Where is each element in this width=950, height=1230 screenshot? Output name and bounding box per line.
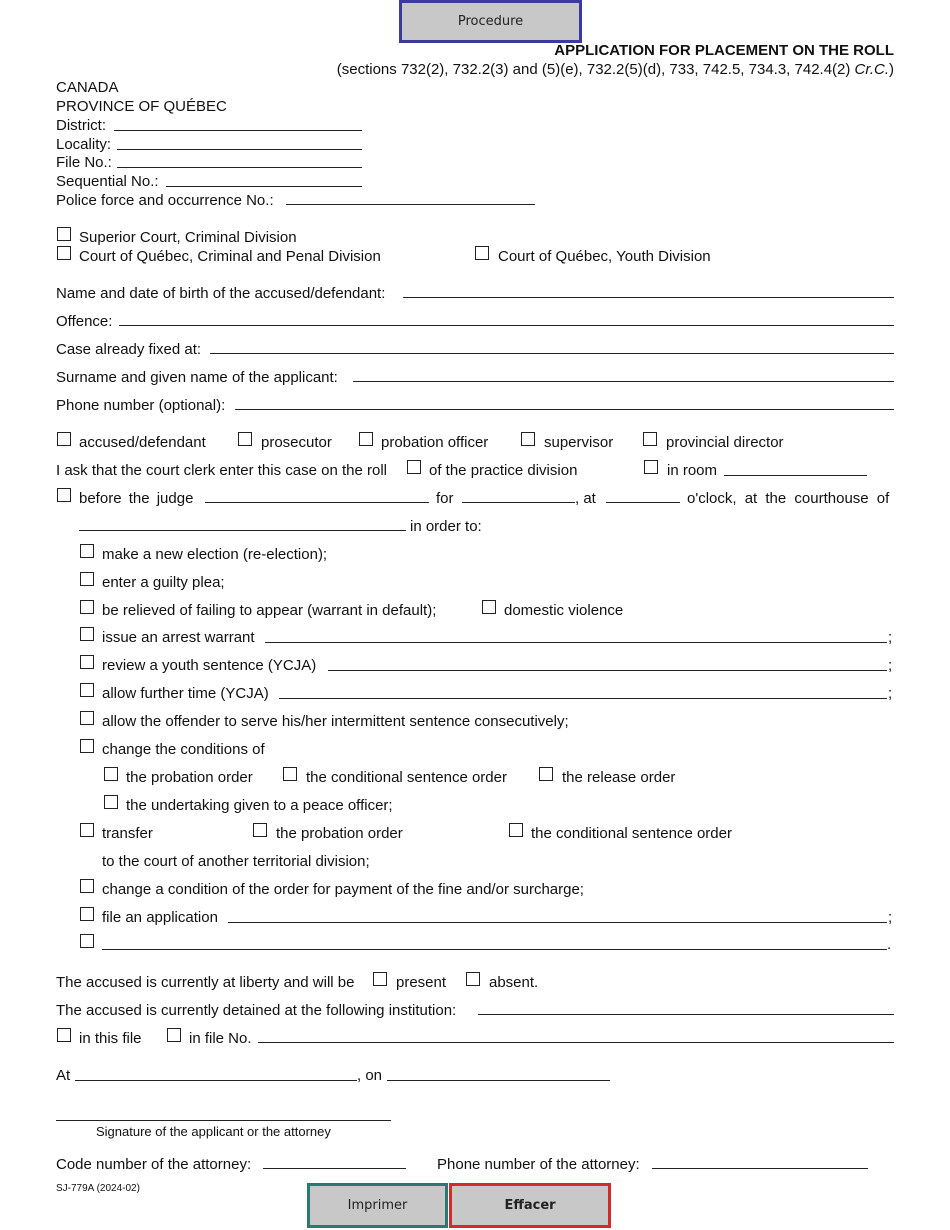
in-file-no-label: in file No. (189, 1030, 252, 1047)
offence-field[interactable] (119, 325, 894, 326)
conditional-order-label: the conditional sentence order (306, 769, 507, 786)
relieved-label: be relieved of failing to appear (warrant in default); (102, 602, 437, 619)
oclock-label: o'clock, at the courthouse of (687, 490, 890, 507)
offence-label: Offence: (56, 313, 113, 330)
domestic-checkbox[interactable] (482, 600, 496, 614)
at-label: , at (575, 490, 596, 507)
review-field[interactable] (328, 670, 887, 671)
election-checkbox[interactable] (80, 544, 94, 558)
review-semicolon: ; (888, 657, 893, 674)
district-field[interactable] (114, 130, 362, 131)
police-field[interactable] (286, 204, 535, 205)
arrest-semicolon: ; (888, 629, 893, 646)
place-field[interactable] (75, 1080, 357, 1081)
further-field[interactable] (279, 698, 887, 699)
file-application-label: file an application (102, 909, 218, 926)
accused-field[interactable] (403, 297, 894, 298)
applicant-label: Surname and given name of the applicant: (56, 369, 338, 386)
attorney-phone-field[interactable] (652, 1168, 868, 1169)
before-judge-label: before the judge (79, 490, 194, 507)
file-application-field[interactable] (228, 922, 887, 923)
police-label: Police force and occurrence No.: (56, 192, 274, 209)
file-application-checkbox[interactable] (80, 907, 94, 921)
in-room-label: in room (667, 462, 718, 479)
quebec-youth-label: Court of Québec, Youth Division (498, 248, 711, 265)
file-no-checkbox[interactable] (167, 1028, 181, 1042)
in-file-no-field[interactable] (258, 1042, 894, 1043)
time-field[interactable] (606, 502, 680, 503)
sections-close: ) (889, 61, 894, 78)
file-no-field[interactable] (117, 167, 362, 168)
quebec-criminal-label: Court of Québec, Criminal and Penal Division (79, 248, 381, 265)
this-file-checkbox[interactable] (57, 1028, 71, 1042)
absent-label: absent. (489, 974, 539, 991)
clear-button[interactable] (449, 1183, 611, 1228)
signature-field[interactable] (56, 1120, 391, 1121)
attorney-code-field[interactable] (263, 1168, 406, 1169)
review-label: review a youth sentence (YCJA) (102, 657, 317, 674)
at-place-label: At (56, 1067, 71, 1084)
district-label: District: (56, 117, 106, 134)
case-fixed-field[interactable] (210, 353, 894, 354)
role-probation-checkbox[interactable] (359, 432, 373, 446)
other-field[interactable] (102, 949, 887, 950)
release-order-label: the release order (562, 769, 676, 786)
undertaking-checkbox[interactable] (104, 795, 118, 809)
attorney-code-label: Code number of the attorney: (56, 1156, 252, 1173)
form-title: APPLICATION FOR PLACEMENT ON THE ROLL (554, 42, 894, 59)
signature-label: Signature of the applicant or the attorney (96, 1124, 331, 1139)
attorney-phone-label: Phone number of the attorney: (437, 1156, 640, 1173)
this-file-label: in this file (79, 1030, 142, 1047)
arrest-checkbox[interactable] (80, 627, 94, 641)
further-semicolon: ; (888, 685, 893, 702)
judge-field[interactable] (205, 502, 429, 503)
release-order-checkbox[interactable] (539, 767, 553, 781)
practice-division-checkbox[interactable] (407, 460, 421, 474)
relieved-checkbox[interactable] (80, 600, 94, 614)
sequential-no-label: Sequential No.: (56, 173, 159, 190)
date-field[interactable] (387, 1080, 610, 1081)
before-judge-checkbox[interactable] (57, 488, 71, 502)
arrest-field[interactable] (265, 642, 887, 643)
role-supervisor-label: supervisor (544, 434, 614, 451)
print-button[interactable] (307, 1183, 448, 1228)
institution-field[interactable] (478, 1014, 894, 1015)
review-checkbox[interactable] (80, 655, 94, 669)
probation-order-label: the probation order (126, 769, 253, 786)
undertaking-label: the undertaking given to a peace officer; (126, 797, 393, 814)
accused-label: Name and date of birth of the accused/defendant: (56, 285, 386, 302)
present-checkbox[interactable] (373, 972, 387, 986)
territorial-label: to the court of another territorial division; (102, 853, 370, 870)
transfer-checkbox[interactable] (80, 823, 94, 837)
intermittent-label: allow the offender to serve his/her intermittent sentence consecutively; (102, 713, 569, 730)
fine-label: change a condition of the order for payment of the fine and/or surcharge; (102, 881, 584, 898)
role-prosecutor-label: prosecutor (261, 434, 332, 451)
form-code: SJ-779A (2024-02) (56, 1183, 140, 1194)
case-fixed-label: Case already fixed at: (56, 341, 202, 358)
role-director-checkbox[interactable] (643, 432, 657, 446)
print-button-label: Imprimer (347, 1198, 408, 1213)
domestic-label: domestic violence (504, 602, 624, 619)
transfer-label: transfer (102, 825, 153, 842)
detained-label: The accused is currently detained at the following institution: (56, 1002, 457, 1019)
file-no-label: File No.: (56, 154, 112, 171)
fine-checkbox[interactable] (80, 879, 94, 893)
other-checkbox[interactable] (80, 934, 94, 948)
conditional-order-checkbox[interactable] (283, 767, 297, 781)
role-accused-checkbox[interactable] (57, 432, 71, 446)
file-application-semicolon: ; (888, 909, 893, 926)
superior-court-label: Superior Court, Criminal Division (79, 229, 297, 246)
for-label: for (436, 490, 454, 507)
change-conditions-label: change the conditions of (102, 741, 265, 758)
transfer-probation-checkbox[interactable] (253, 823, 267, 837)
phone-label: Phone number (optional): (56, 397, 226, 414)
role-supervisor-checkbox[interactable] (521, 432, 535, 446)
guilty-label: enter a guilty plea; (102, 574, 225, 591)
arrest-label: issue an arrest warrant (102, 629, 255, 646)
for-field[interactable] (462, 502, 575, 503)
transfer-conditional-checkbox[interactable] (509, 823, 523, 837)
in-room-checkbox[interactable] (644, 460, 658, 474)
intermittent-checkbox[interactable] (80, 711, 94, 725)
locality-label: Locality: (56, 136, 112, 153)
form-sections (337, 61, 894, 78)
liberty-label: The accused is currently at liberty and will be (56, 974, 355, 991)
procedure-button-label: Procedure (457, 14, 524, 29)
procedure-button[interactable] (399, 0, 582, 43)
other-period: . (887, 936, 892, 953)
superior-court-checkbox[interactable] (57, 227, 71, 241)
quebec-youth-checkbox[interactable] (475, 246, 489, 260)
present-label: present (396, 974, 447, 991)
practice-division-label: of the practice division (429, 462, 578, 479)
role-accused-label: accused/defendant (79, 434, 206, 451)
on-date-label: , on (357, 1067, 383, 1084)
phone-field[interactable] (235, 409, 894, 410)
probation-order-checkbox[interactable] (104, 767, 118, 781)
country-label: CANADA (56, 79, 119, 96)
courthouse-field[interactable] (79, 530, 406, 531)
province-label: PROVINCE OF QUÉBEC (56, 98, 227, 115)
transfer-conditional-label: the conditional sentence order (531, 825, 732, 842)
in-order-label: in order to: (410, 518, 482, 535)
transfer-probation-label: the probation order (276, 825, 403, 842)
room-field[interactable] (724, 475, 867, 476)
role-director-label: provincial director (666, 434, 784, 451)
guilty-checkbox[interactable] (80, 572, 94, 586)
quebec-criminal-checkbox[interactable] (57, 246, 71, 260)
roll-ask-label: I ask that the court clerk enter this case on the roll (56, 462, 387, 479)
clear-button-label: Effacer (504, 1198, 556, 1213)
election-label: make a new election (re-election); (102, 546, 328, 563)
role-prosecutor-checkbox[interactable] (238, 432, 252, 446)
further-checkbox[interactable] (80, 683, 94, 697)
sections-text: (sections 732(2), 732.2(3) and (5)(e), 732.2(5)(d), 733, 742.5, 734.3, 742.4(2) (336, 61, 855, 78)
further-label: allow further time (YCJA) (102, 685, 269, 702)
absent-checkbox[interactable] (466, 972, 480, 986)
change-conditions-checkbox[interactable] (80, 739, 94, 753)
role-probation-label: probation officer (381, 434, 489, 451)
sections-code: Cr.C. (854, 61, 889, 78)
applicant-field[interactable] (353, 381, 894, 382)
sequential-no-field[interactable] (166, 186, 362, 187)
locality-field[interactable] (117, 149, 362, 150)
